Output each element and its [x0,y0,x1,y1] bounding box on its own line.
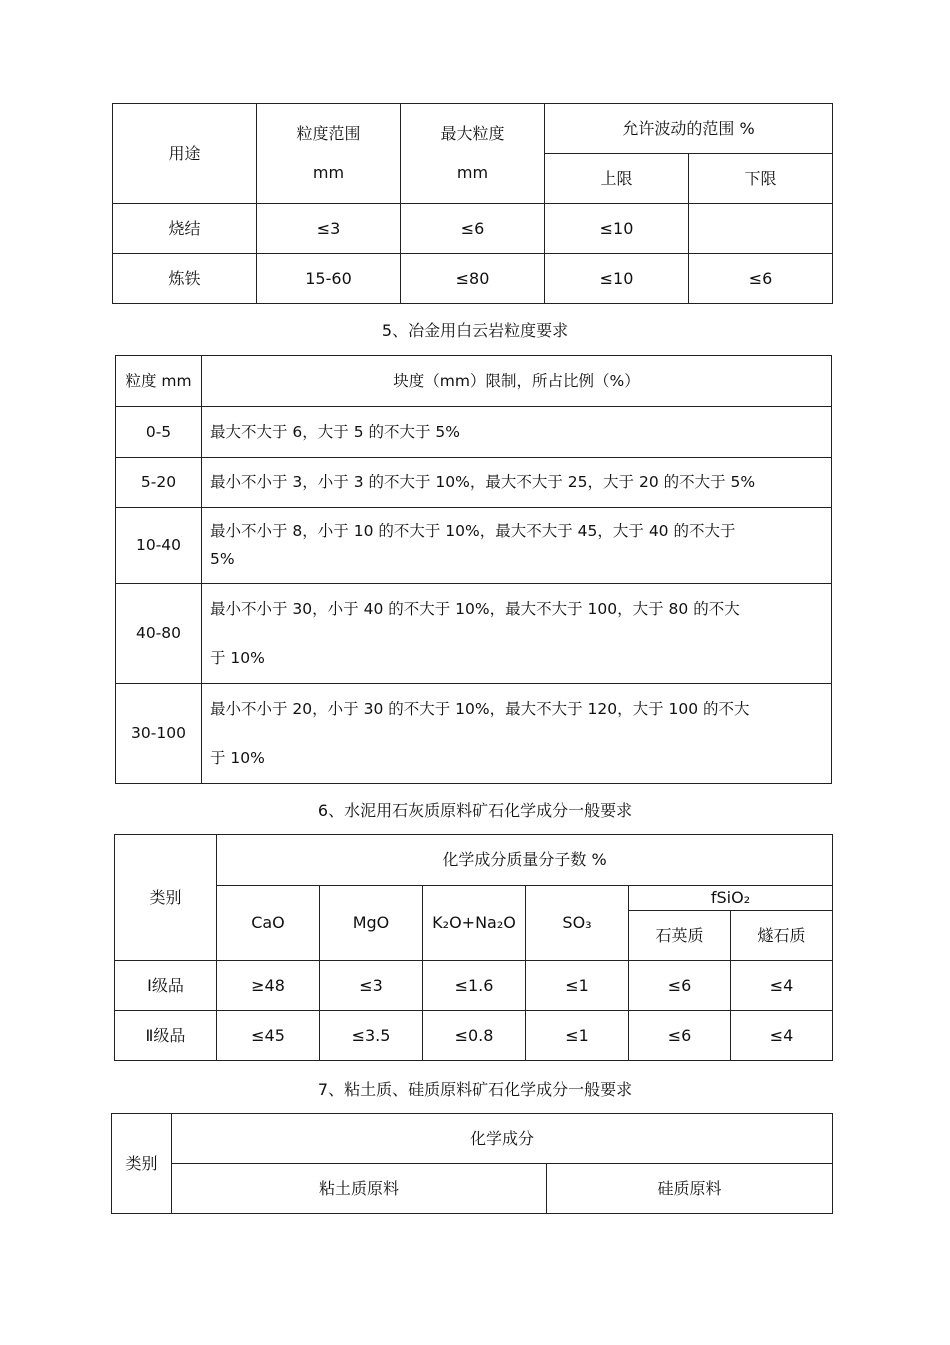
cell-category: Ⅰ级品 [115,961,217,1011]
table-clay-silica-chemistry [111,1113,833,1214]
cell-size: 30-100 [116,684,202,784]
header-category: 类别 [112,1114,172,1214]
header-cao: CaO [217,886,320,961]
table-dolomite-granularity [115,355,832,784]
cell-range: ≤3 [257,204,401,254]
caption-clay-silica: 7、粘土质、硅质原料矿石化学成分一般要求 [317,1080,633,1099]
cell-desc [202,508,832,584]
cell-cao: ≥48 [217,961,320,1011]
cell-upper: ≤10 [545,204,689,254]
cell-flint: ≤4 [731,1011,833,1061]
cell-desc-line: 最小不小于 20，小于 30 的不大于 10%，最大不大于 120，大于 100 的不大 [210,700,750,719]
cell-desc-line: 最大不大于 6，大于 5 的不大于 5% [210,422,461,441]
table-row [113,204,833,254]
cell-mgo: ≤3 [320,961,423,1011]
cell-max: ≤6 [401,204,545,254]
cell-desc [202,584,832,684]
header-tolerance: 允许波动的范围 % [545,104,833,154]
cell-size: 0-5 [116,407,202,458]
caption-dolomite: 5、冶金用白云岩粒度要求 [381,321,569,340]
cell-usage: 烧结 [113,204,257,254]
cell-desc [202,458,832,508]
cell-desc-line: 5% [210,549,235,568]
cell-desc [202,684,832,784]
cell-size: 5-20 [116,458,202,508]
header-chem: 化学成分 [172,1114,833,1164]
cell-max: ≤80 [401,254,545,304]
header-chem: 化学成分质量分子数 % [217,835,833,886]
header-upper: 上限 [545,154,689,204]
cell-quartz: ≤6 [629,961,731,1011]
cell-k2o-na2o: ≤1.6 [423,961,526,1011]
caption-limestone: 6、水泥用石灰质原料矿石化学成分一般要求 [317,801,633,820]
cell-desc-line: 最小不小于 30，小于 40 的不大于 10%，最大不大于 100，大于 80 的不大 [210,600,740,619]
cell-cao: ≤45 [217,1011,320,1061]
header-category: 类别 [115,835,217,961]
cell-so3: ≤1 [526,1011,629,1061]
header-so3: SO₃ [526,886,629,961]
table-row [115,961,833,1011]
header-usage: 用途 [113,104,257,204]
header-max [401,104,545,204]
header-flint: 燧石质 [731,911,833,961]
cell-flint: ≤4 [731,961,833,1011]
cell-desc-line: 于 10% [210,648,265,667]
table-limestone-chemistry [114,834,833,1061]
cell-so3: ≤1 [526,961,629,1011]
header-max-unit: mm [456,162,489,182]
cell-quartz: ≤6 [629,1011,731,1061]
header-range-label: 粒度范围 [296,124,361,144]
header-k2o-na2o: K₂O+Na₂O [423,886,526,961]
cell-k2o-na2o: ≤0.8 [423,1011,526,1061]
header-mgo: MgO [320,886,423,961]
table-row [116,584,832,684]
cell-lower: ≤6 [689,254,833,304]
cell-range: 15-60 [257,254,401,304]
header-range-unit: mm [312,162,345,182]
table-row [116,458,832,508]
cell-usage: 炼铁 [113,254,257,304]
header-fsio2: fSiO₂ [629,886,833,911]
header-clay: 粘土质原料 [172,1164,547,1214]
table-row [113,254,833,304]
header-max-label: 最大粒度 [440,124,505,144]
table-row [116,684,832,784]
table-row [115,1011,833,1061]
table-row [116,407,832,458]
header-lower: 下限 [689,154,833,204]
cell-size: 10-40 [116,508,202,584]
cell-lower [689,204,833,254]
header-range [257,104,401,204]
cell-desc-line: 于 10% [210,748,265,767]
header-size: 粒度 mm [116,356,202,407]
cell-category: Ⅱ级品 [115,1011,217,1061]
header-desc: 块度（mm）限制，所占比例（%） [202,356,832,407]
cell-desc [202,407,832,458]
cell-upper: ≤10 [545,254,689,304]
cell-mgo: ≤3.5 [320,1011,423,1061]
table-granularity-usage [112,103,833,304]
header-quartz: 石英质 [629,911,731,961]
cell-size: 40-80 [116,584,202,684]
cell-desc-line: 最小不小于 8，小于 10 的不大于 10%，最大不大于 45，大于 40 的不大于 [210,521,736,540]
table-row [116,508,832,584]
cell-desc-line: 最小不小于 3，小于 3 的不大于 10%，最大不大于 25，大于 20 的不大于 5% [210,473,756,492]
header-silica: 硅质原料 [547,1164,833,1214]
